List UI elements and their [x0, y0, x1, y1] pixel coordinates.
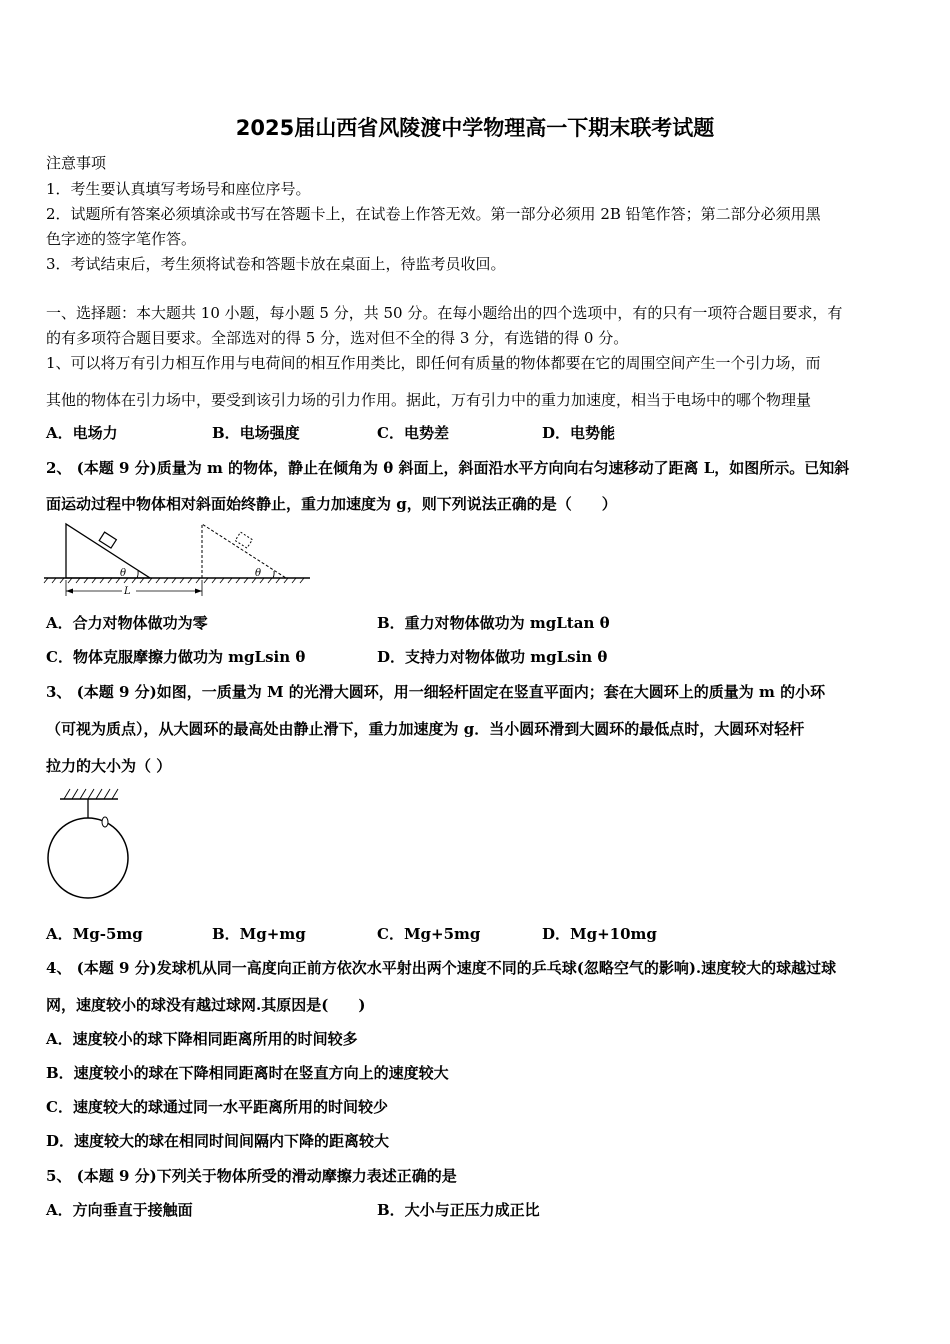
- q2-option-b: B．重力对物体做功为 mgLtan θ: [377, 614, 610, 632]
- question-2-text: 2、 (本题 9 分)质量为 m 的物体，静止在倾角为 θ 斜面上，斜面沿水平方向向右匀速移动了距离 L，如图所示。已知斜: [46, 459, 850, 477]
- q4-option-c: C．速度较大的球通过同一水平距离所用的时间较少: [46, 1098, 388, 1116]
- notice-item: 3．考试结束后，考生须将试卷和答题卡放在桌面上，待监考员收回。: [46, 255, 506, 273]
- small-ring: [102, 817, 108, 827]
- q2-option-a: A．合力对物体做功为零: [46, 614, 208, 632]
- q1-option-a: A．电场力: [46, 424, 118, 442]
- q1-option-c: C．电势差: [377, 424, 449, 442]
- notice-heading: 注意事项: [46, 154, 107, 172]
- large-ring: [48, 818, 128, 898]
- question-4-text: 4、 (本题 9 分)发球机从同一高度向正前方依次水平射出两个速度不同的乒乓球(忽略空气的影响).速度较大的球越过球: [46, 959, 837, 977]
- incline-dashed: [202, 524, 286, 578]
- section-intro: 一、选择题：本大题共 10 小题，每小题 5 分，共 50 分。在每小题给出的四个选项中，有的只有一项符合题目要求，有: [46, 304, 843, 322]
- q3-option-a: A．Mg-5mg: [46, 925, 143, 943]
- ring-diagram: [46, 785, 136, 900]
- section-intro: 的有多项符合题目要求。全部选对的得 5 分，选对但不全的得 3 分，有选错的得 0 分。: [46, 329, 629, 347]
- q4-option-b: B．速度较小的球在下降相同距离时在竖直方向上的速度较大: [46, 1064, 449, 1082]
- question-2-text: 面运动过程中物体相对斜面始终静止，重力加速度为 g，则下列说法正确的是（ ）: [46, 495, 617, 513]
- q3-option-b: B．Mg+mg: [212, 925, 306, 943]
- q5-option-a: A．方向垂直于接触面: [46, 1201, 193, 1219]
- q1-option-b: B．电场强度: [212, 424, 300, 442]
- theta-label: θ: [255, 568, 262, 579]
- q2-option-d: D．支持力对物体做功 mgLsin θ: [377, 648, 608, 666]
- q1-option-d: D．电势能: [542, 424, 616, 442]
- notice-item: 1．考生要认真填写考场号和座位序号。: [46, 180, 311, 198]
- question-1-text: 其他的物体在引力场中，要受到该引力场的引力作用。据此，万有引力中的重力加速度，相当于电场中的哪个物理量: [46, 391, 812, 409]
- block-dashed: [235, 532, 252, 548]
- length-label: L: [124, 586, 131, 597]
- exam-title: 2025届山西省风陵渡中学物理高一下期末联考试题: [235, 116, 715, 140]
- block: [99, 532, 116, 548]
- incline-diagram: [44, 520, 314, 600]
- q3-option-c: C．Mg+5mg: [377, 925, 481, 943]
- q4-option-a: A．速度较小的球下降相同距离所用的时间较多: [46, 1030, 358, 1048]
- q5-option-b: B．大小与正压力成正比: [377, 1201, 540, 1219]
- question-5-text: 5、 (本题 9 分)下列关于物体所受的滑动摩擦力表述正确的是: [46, 1167, 457, 1185]
- question-3-text: 3、 (本题 9 分)如图，一质量为 M 的光滑大圆环，用一细轻杆固定在竖直平面内；套在大圆环上的质量为 m 的小环: [46, 683, 826, 701]
- question-1-text: 1、可以将万有引力相互作用与电荷间的相互作用类比，即任何有质量的物体都要在它的周围空间产生一个引力场，而: [46, 354, 821, 372]
- notice-item: 2．试题所有答案必须填涂或书写在答题卡上，在试卷上作答无效。第一部分必须用 2B 铅笔作答；第二部分必须用黑: [46, 205, 821, 223]
- question-3-text: 拉力的大小为（ ）: [46, 757, 172, 775]
- q3-option-d: D．Mg+10mg: [542, 925, 657, 943]
- question-3-text: （可视为质点），从大圆环的最高处由静止滑下，重力加速度为 g．当小圆环滑到大圆环的最低点时，大圆环对轻杆: [46, 720, 805, 738]
- incline-solid: [66, 524, 150, 578]
- q4-option-d: D．速度较大的球在相同时间间隔内下降的距离较大: [46, 1132, 390, 1150]
- question-4-text: 网，速度较小的球没有越过球网.其原因是( ): [46, 996, 366, 1014]
- theta-label: θ: [120, 568, 127, 579]
- notice-item: 色字迹的签字笔作答。: [46, 230, 197, 248]
- q2-option-c: C．物体克服摩擦力做功为 mgLsin θ: [46, 648, 306, 666]
